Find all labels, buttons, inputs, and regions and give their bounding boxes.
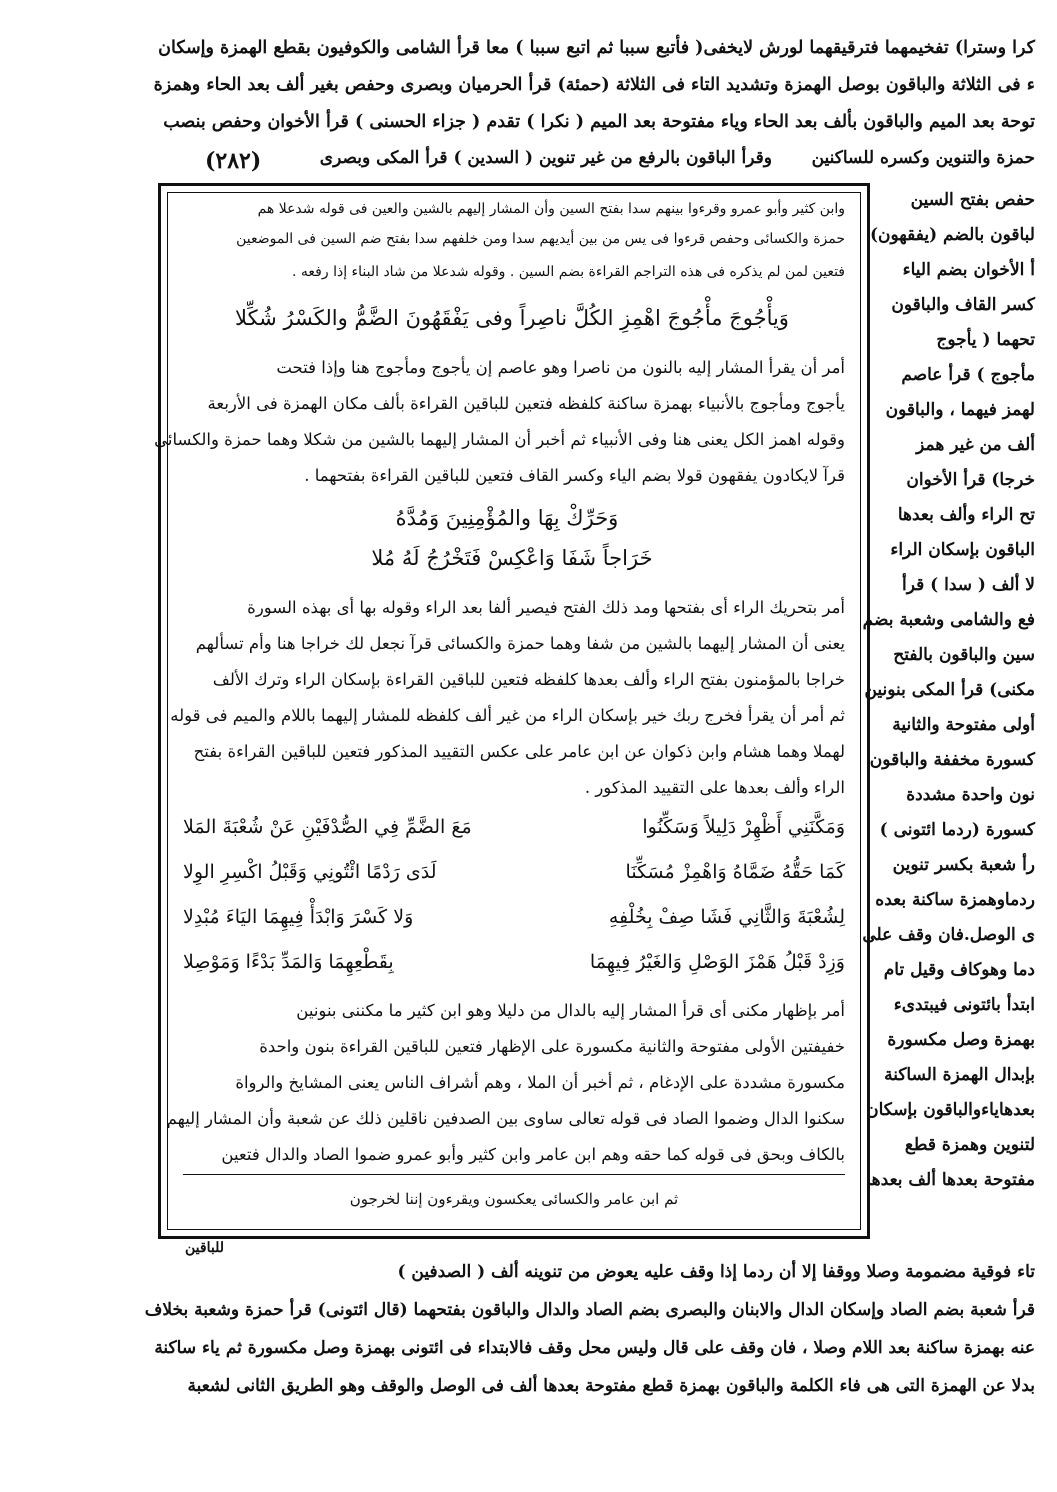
side-line: لا ألف ( سدا ) قرأ (902, 575, 1035, 595)
note-label: للباقين (185, 1240, 224, 1256)
poem-right-hemistich: وَزِدْ قَبْلُ هَمْزَ الوَصْلِ وَالغَيْرُ فِيهِمَا (589, 951, 845, 973)
side-line: ابتدأ بائتونى فيبتدىء (893, 995, 1035, 1015)
commentary-line: لهملا وهما هشام وابن ذكوان عن ابن عامر على عكس التقييد المذكور فتعين للباقين القراءة بفتح (193, 742, 845, 761)
commentary-line: وابن كثير وأبو عمرو وقرءوا بينهم سدا بفتح السين وأن المشار إليهم بالشين والعين فى قوله شدعلا هم (257, 201, 845, 217)
footnote-divider (183, 1174, 845, 1175)
side-line: سين والباقون بالفتح (893, 645, 1035, 665)
poem-left-hemistich: وَلا كَسْرَ وَابْدَأْ فِيهِمَا اليَاءَ مُبْدِلا (183, 906, 414, 928)
commentary-line: قرآ لايكادون يفقهون قولا بضم الياء وكسر القاف فتعين للباقين القراءة بفتحهما . (304, 466, 845, 485)
commentary-line: يأجوج ومأجوج بالأنبياء بهمزة ساكنة كلفظه فتعين للباقين القراءة بألف مكان الهمزة فى الأربعة (207, 394, 845, 413)
header-line-2: ء فى الثلاثة والباقون بوصل الهمزة وتشديد التاء فى الثلاثة (حمئة) قرأ الحرميان وبصرى وحفص بغير ألف بعد الحاء وهمزة (153, 75, 1035, 95)
side-line: أ الأخوان بضم الياء (902, 260, 1035, 280)
commentary-line: حمزة والكسائى وحفص قرءوا فى يس من بين أيديهم سدا ومن خلفهم سدا بفتح ضم السين فى الموضعين (236, 231, 845, 247)
side-line: دما وهوكاف وقيل تام (883, 960, 1035, 980)
commentary-line: خفيفتين الأولى مفتوحة والثانية مكسورة على الإظهار فتعين للباقين القراءة بنون واحدة (259, 1037, 845, 1056)
side-line: رأ شعبة بكسر تنوين (892, 855, 1035, 875)
bottom-line: عنه بهمزة ساكنة بعد اللام وصلا ، فان وقف على قال وليس محل وقف فالابتداء فى ائتونى بهمزة وصل مكسورة ثم ياء ساكنة (154, 1338, 1035, 1358)
commentary-line: مكسورة مشددة على الإدغام ، ثم أخبر أن الملا ، وهم أشراف الناس يعنى المشايخ والرواة (235, 1073, 845, 1092)
poem-right-hemistich: كَمَا حَقُّهُ ضَمَّاهُ وَاهْمِزْ مُسَكِّنَا (625, 861, 845, 883)
commentary-line: ثم أمر أن يقرأ فخرج ربك خير بإسكان الراء من غير ألف كلفظه للمشار إليهما باللام والميم فى قوله (170, 706, 845, 725)
side-line: كسر القاف والباقون (891, 295, 1035, 315)
commentary-line: أمر بتحريك الراء أى بفتحها ومد ذلك الفتح فيصير ألفا بعد الراء وقوله بها أى بهذه السورة (247, 598, 845, 617)
verse-line: خَرَاجاً شَفَا وَاعْكِسْ فَتَخْرُجُ لَهُ مُلا (371, 546, 653, 570)
side-line: خرجا) قرأ الأخوان (906, 470, 1035, 490)
commentary-line: أمر بإظهار مكنى أى قرأ المشار إليه بالدال من دليلا وهو ابن كثير ما مكننى بنونين (296, 1001, 845, 1020)
commentary-line: فتعين لمن لم يذكره فى هذه التراجم القراءة بضم السين . وقوله شدعلا من شاد البناء إذا رفعه . (292, 264, 845, 280)
verse-line: وَحَرِّكْ بِهَا والمُؤْمِنِينَ وَمُدَّهُ (395, 506, 619, 530)
side-line: ألف من غير همز (916, 435, 1035, 455)
bottom-line: تاء فوقية مضمومة وصلا ووقفا إلا أن ردما إذا وقف عليه يعوض من تنوينه ألف ( الصدفين ) (397, 1262, 1035, 1282)
side-line: مفتوحة بعدها ألف بعدها (866, 1170, 1035, 1190)
commentary-line: بالكاف وبحق فى قوله كما حقه وهم ابن عامر وابن كثير وأبو عمرو ضموا الصاد والدال فتعين (221, 1145, 845, 1164)
header-line-1: كرا وسترا) تفخيمهما فترقيقهما لورش لايخفى( فأتبع سببا ثم اتبع سببا ) معا قرأ الشامى والكوفيون بقطع الهمزة وإسكان (158, 38, 1035, 58)
side-line: بعدهاياءوالباقون بإسكان (866, 1100, 1035, 1120)
header-line-3: توحة بعد الميم والباقون بألف بعد الحاء وياء مفتوحة بعد الميم ( نكرا ) تقدم ( جزاء الحسنى ) قرأ الأخوان وحفص بنصب (163, 112, 1035, 132)
side-line: بإبدال الهمزة الساكنة (884, 1065, 1035, 1085)
poem-left-hemistich: بِقَطْعِهِمَا وَالمَدِّ بَدْءًا وَمَوْصِلا (183, 951, 394, 973)
header-line-4-left: وقرأ الباقون بالرفع من غير تنوين ( السدين ) قرأ المكى وبصرى (319, 148, 772, 168)
side-line: تح الراء وألف بعدها (897, 505, 1035, 525)
bottom-line: بدلا عن الهمزة التى هى فاء الكلمة والباقون بهمزة قطع مفتوحة بعدها ألف فى الوصل والوقف وهو الطريق الثانى لشعبة (187, 1376, 1035, 1396)
side-line: ى الوصل.فان وقف على (862, 925, 1035, 945)
side-line: الباقون بإسكان الراء (890, 540, 1035, 560)
side-line: لهمز فيهما ، والباقون (885, 400, 1035, 420)
poem-right-hemistich: وَمَكَّنَنِي أَظْهِرْ دَلِيلاً وَسَكِّنُوا (642, 816, 845, 838)
commentary-line: وقوله اهمز الكل يعنى هنا وفى الأنبياء ثم أخبر أن المشار إليهما بالشين من شكلا وهما حمزة والكسائى (154, 430, 845, 449)
side-line: تحهما ( يأجوج (936, 330, 1035, 350)
side-line: كسورة مخففة والباقون (869, 750, 1035, 770)
side-line: حفص بفتح السين (910, 190, 1035, 210)
verse-line: وَيأْجُوجَ مأْجُوجَ اهْمِزِ الكُلَّ ناصِراً وفى يَفْقَهُونَ الضَّمُّ والكَسْرُ شُكِّلا (235, 306, 789, 330)
poem-right-hemistich: لِشُعْبَةَ وَالثَّانِي فَشَا صِفْ بِخُلْفِهِ (608, 906, 845, 928)
page-number: (٢٨٢) (205, 148, 262, 174)
commentary-line: أمر أن يقرأ المشار إليه بالنون من ناصرا وهو عاصم إن يأجوج ومأجوج هنا وإذا فتحت (276, 358, 845, 377)
side-line: لباقون بالضم (يفقهون) (870, 225, 1035, 245)
bottom-line: قرأ شعبة بضم الصاد وإسكان الدال والابنان والبصرى بضم الصاد والدال والباقون بفتحهما (قال ائتونى) قرأ حمزة وشعبة بخلاف (144, 1300, 1035, 1320)
commentary-line: يعنى أن المشار إليهما بالشين من شفا وهما حمزة والكسائى قرآ نجعل لك خراجا هنا وأم تسألهم (195, 634, 845, 653)
side-line: أولى مفتوحة والثانية (892, 715, 1035, 735)
side-line: كسورة (ردما ائتونى ) (879, 820, 1035, 840)
side-line: بهمزة وصل مكسورة (887, 1030, 1035, 1050)
poem-left-hemistich: لَدَى رَدْمًا ائْتُونِي وَقَبْلُ اكْسِرِ الوِلا (183, 861, 437, 883)
side-line: مأجوج ) قرأ عاصم (901, 365, 1035, 385)
footnote-text: ثم ابن عامر والكسائى يعكسون ويقرءون إننا لخرجون (349, 1190, 679, 1208)
poem-left-hemistich: مَعَ الضَّمِّ فِي الصُّدْفَيْنِ عَنْ شُعْبَةَ المَلا (183, 816, 472, 838)
side-line: مكنى) قرأ المكى بنونين (864, 680, 1035, 700)
commentary-line: خراجا بالمؤمنون بفتح الراء وألف بعدها كلفظه فتعين للباقين القراءة بإسكان الراء وترك الألف (212, 670, 845, 689)
commentary-line: سكنوا الدال وضموا الصاد فى قوله تعالى ساوى بين الصدفين ناقلين ذلك عن شعبة وأن المشار إليهم (166, 1109, 845, 1128)
commentary-line: الراء وألف بعدها على التقييد المذكور . (584, 778, 845, 797)
side-line: نون واحدة مشددة (906, 785, 1035, 805)
side-line: ردماوهمزة ساكنة بعده (875, 890, 1035, 910)
header-line-4-right: حمزة والتنوين وكسره للساكنين (811, 148, 1035, 168)
side-line: لتنوين وهمزة قطع (904, 1135, 1035, 1155)
commentary-frame (154, 183, 870, 1239)
side-line: فع والشامى وشعبة بضم (862, 610, 1035, 630)
